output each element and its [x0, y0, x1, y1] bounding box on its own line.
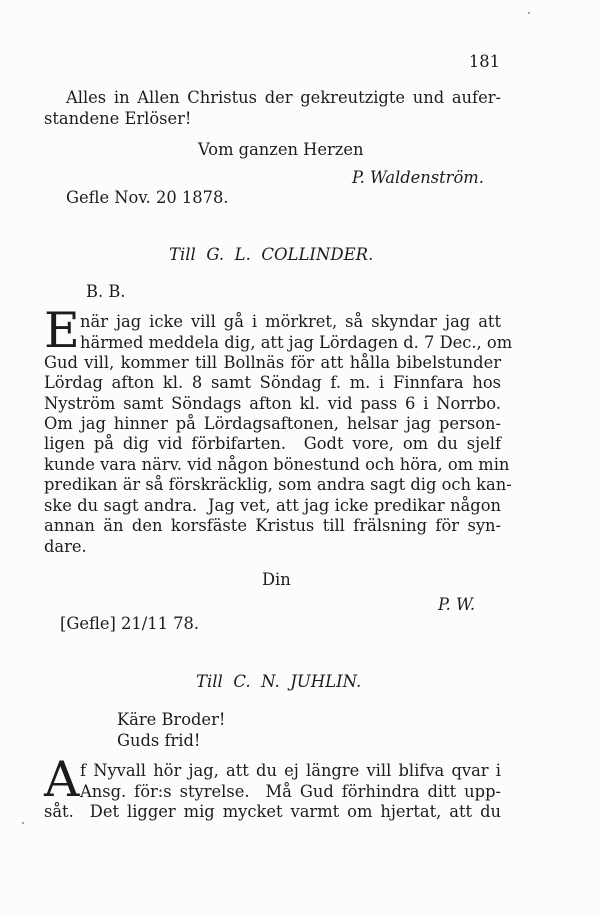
letter2-line: annan än den korsfäste Kristus till frälsning för syn- [44, 516, 501, 535]
letter2-dropcap: E [44, 302, 80, 359]
letter2-line: Om jag hinner på Lördagsaftonen, helsar jag person- [44, 414, 501, 433]
letter2-line: ske du sagt andra. Jag vet, att jag icke predikar någon [44, 496, 501, 515]
letter3-dropcap: A [44, 751, 80, 808]
letter1-line: Alles in Allen Christus der gekreutzigte und aufer- [66, 88, 501, 107]
letter2-line: när jag icke vill gå i mörkret, så skyndar jag att [80, 312, 501, 331]
letter2-line: Nyström samt Söndags afton kl. vid pass 6 i Norrbo. [44, 394, 501, 413]
letter1-place-date: Gefle Nov. 20 1878. [66, 188, 229, 207]
letter2-line: härmed meddela dig, att jag Lördagen d. 7 Dec., om [80, 333, 513, 352]
letter3-line: såt. Det ligger mig mycket varmt om hjertat, att du [44, 802, 501, 821]
letter3-heading: Till C. N. JUHLIN. [196, 672, 362, 691]
scan-speck [528, 12, 530, 14]
letter3-salutation: Guds frid! [117, 731, 201, 750]
letter2-line: Lördag afton kl. 8 samt Söndag f. m. i Finnfara hos [44, 373, 501, 392]
letter1-closing: Vom ganzen Herzen [198, 140, 364, 159]
letter2-line: ligen på dig vid förbifarten. Godt vore, om du sjelf [44, 434, 501, 453]
letter2-signature: P. W. [438, 595, 476, 614]
letter2-closing: Din [262, 570, 291, 589]
letter2-salutation: B. B. [86, 282, 126, 301]
letter2-line: predikan är så förskräcklig, som andra sagt dig och kan- [44, 475, 512, 494]
scan-speck [22, 822, 24, 824]
letter1-line: standene Erlöser! [44, 109, 192, 128]
letter2-line: Gud vill, kommer till Bollnäs för att hålla bibelstunder [44, 353, 501, 372]
letter3-line: f Nyvall hör jag, att du ej längre vill blifva qvar i [80, 761, 501, 780]
letter2-place-date: [Gefle] 21/11 78. [60, 614, 200, 633]
page-number: 181 [468, 52, 500, 71]
letter1-signature: P. Waldenström. [352, 168, 484, 187]
letter3-salutation: Käre Broder! [117, 710, 226, 729]
letter3-line: Ansg. för:s styrelse. Må Gud förhindra ditt upp- [80, 782, 501, 801]
letter2-line: kunde vara närv. vid någon bönestund och höra, om min [44, 455, 510, 474]
letter2-line: dare. [44, 537, 87, 556]
letter2-heading: Till G. L. COLLINDER. [169, 245, 374, 264]
